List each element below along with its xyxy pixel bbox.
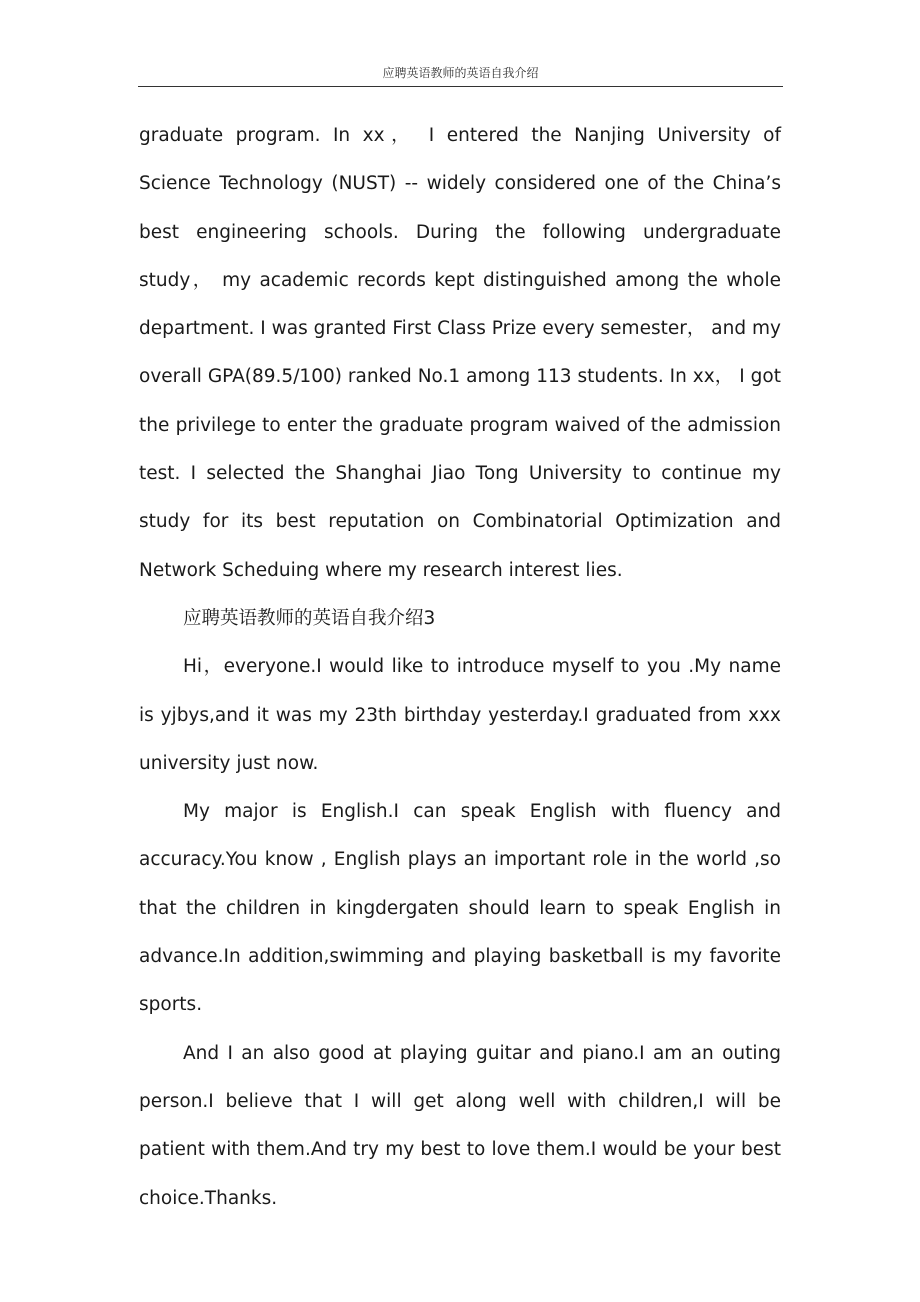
header-title: 应聘英语教师的英语自我介绍 — [382, 66, 539, 80]
paragraph-hobbies: And I an also good at playing guitar and piano.I am an outing person.I believe that I will get along well with children,I will be patient with them.And try my best to love them.I would be your best choice.Thanks. — [139, 1042, 781, 1209]
paragraph-major: My major is English.I can speak English with fluency and accuracy.You know , English plays an important role in the world ,so that the children in kingdergaten should learn to speak English in advance.In addition,swimming and playing basketball is my favorite sports. — [139, 801, 781, 1016]
section-heading: 应聘英语教师的英语自我介绍3 — [183, 607, 436, 629]
paragraph-greeting: Hi，everyone.I would like to introduce myself to you .My name is yjbys,and it was my 23th birthday yesterday.I graduated from xxx university just now. — [139, 656, 781, 774]
paragraph-education: graduate program. In xx， I entered the Nanjing University of Science Technology (NUST) -- widely considered one of the China’s best engineering schools. During the following undergraduate study， my academic records kept distinguished among the whole department. I was granted First Class Prize every semester， and my overall GPA(89.5/100) ranked No.1 among 113 students. In xx， I got the privilege to enter the graduate program waived of the admission test. I selected the Shanghai Jiao Tong University to continue my study for its best reputation on Combinatorial Optimization and Network Scheduing where my research interest lies. — [139, 125, 781, 581]
page-header — [138, 62, 783, 87]
document-body — [139, 112, 781, 1223]
